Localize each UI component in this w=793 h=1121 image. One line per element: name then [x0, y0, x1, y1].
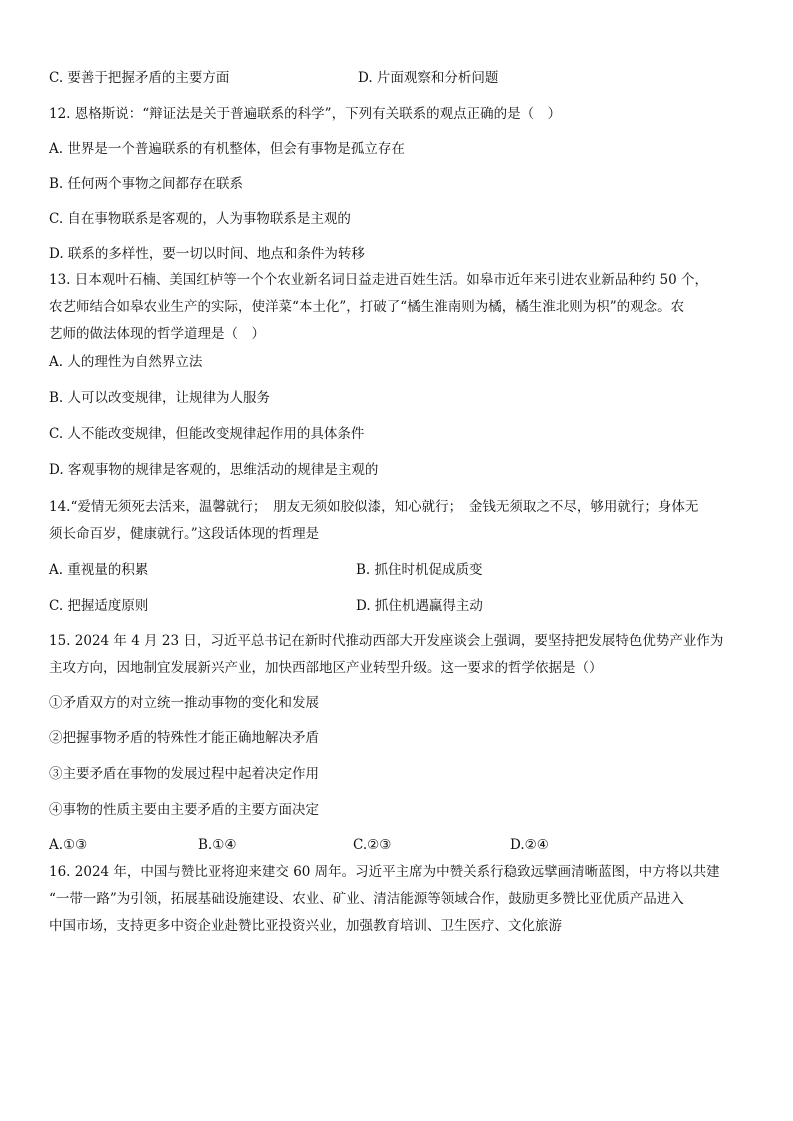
question-13-stem-line3: 艺师的做法体现的哲学道理是（ ）	[49, 326, 265, 342]
question-12-option-c: C. 自在事物联系是客观的，人为事物联系是主观的	[49, 211, 351, 227]
question-16-stem-line1: 16. 2024 年，中国与赞比亚将迎来建交 60 周年。习近平主席为中赞关系行稳致远擘画清晰蓝图，中方将以共建	[49, 864, 720, 880]
question-12-stem: 12. 恩格斯说：“辩证法是关于普遍联系的科学”，下列有关联系的观点正确的是（ ）	[49, 106, 562, 122]
question-12-option-d: D. 联系的多样性，要一切以时间、地点和条件为转移	[49, 246, 365, 262]
question-15-option-a: A.①③	[49, 837, 88, 853]
option-d: D. 片面观察和分析问题	[358, 70, 499, 86]
question-15-option-b: B.①④	[198, 837, 237, 853]
question-13-stem-line1: 13. 日本观叶石楠、美国红栌等一个个农业新名词日益走进百姓生活。如皋市近年来引进农业新品种约 50 个，	[49, 272, 709, 288]
question-15-option-d: D.②④	[510, 837, 549, 853]
question-15-statement-2: ②把握事物矛盾的特殊性才能正确地解决矛盾	[49, 730, 319, 746]
question-14-stem-line2: 须长命百岁，健康就行。”这段话体现的哲理是	[49, 526, 320, 542]
question-15-stem-line2: 主攻方向，因地制宜发展新兴产业，加快西部地区产业转型升级。这一要求的哲学依据是（）	[49, 660, 603, 676]
question-16-stem-line3: 中国市场，支持更多中资企业赴赞比亚投资兴业，加强教育培训、卫生医疗、文化旅游	[49, 918, 562, 934]
question-13-option-c: C. 人不能改变规律，但能改变规律起作用的具体条件	[49, 426, 365, 442]
question-12-option-b: B. 任何两个事物之间都存在联系	[49, 176, 244, 192]
question-13-option-d: D. 客观事物的规律是客观的，思维活动的规律是主观的	[49, 462, 379, 478]
question-14-stem-line1: 14.“爱情无须死去活来，温馨就行； 朋友无须如胶似漆，知心就行； 金钱无须取之不尽，够用就行；身体无	[49, 499, 699, 515]
question-14-option-d: D. 抓住机遇赢得主动	[356, 598, 483, 614]
question-15-statement-4: ④事物的性质主要由主要矛盾的主要方面决定	[49, 802, 319, 818]
question-15-statement-1: ①矛盾双方的对立统一推动事物的变化和发展	[49, 695, 319, 711]
question-14-option-c: C. 把握适度原则	[49, 598, 149, 614]
question-13-stem-line2: 农艺师结合如皋农业生产的实际，使洋菜“本土化”，打破了“橘生淮南则为橘，橘生淮北则为枳”的观念。农	[49, 299, 685, 315]
option-c: C. 要善于把握矛盾的主要方面	[49, 70, 230, 86]
question-15-stem-line1: 15. 2024 年 4 月 23 日，习近平总书记在新时代推动西部大开发座谈会上强调，要坚持把发展特色优势产业作为	[49, 633, 724, 649]
question-15-option-c: C.②③	[353, 837, 392, 853]
question-14-option-b: B. 抓住时机促成质变	[356, 562, 483, 578]
question-13-option-a: A. 人的理性为自然界立法	[49, 354, 203, 370]
question-13-option-b: B. 人可以改变规律，让规律为人服务	[49, 390, 271, 406]
question-15-statement-3: ③主要矛盾在事物的发展过程中起着决定作用	[49, 766, 319, 782]
question-12-option-a: A. 世界是一个普遍联系的有机整体，但会有事物是孤立存在	[49, 141, 405, 157]
question-16-stem-line2: “一带一路”为引领，拓展基础设施建设、农业、矿业、清洁能源等领域合作，鼓励更多赞比亚优质产品进入	[49, 891, 684, 907]
question-14-option-a: A. 重视量的积累	[49, 562, 149, 578]
